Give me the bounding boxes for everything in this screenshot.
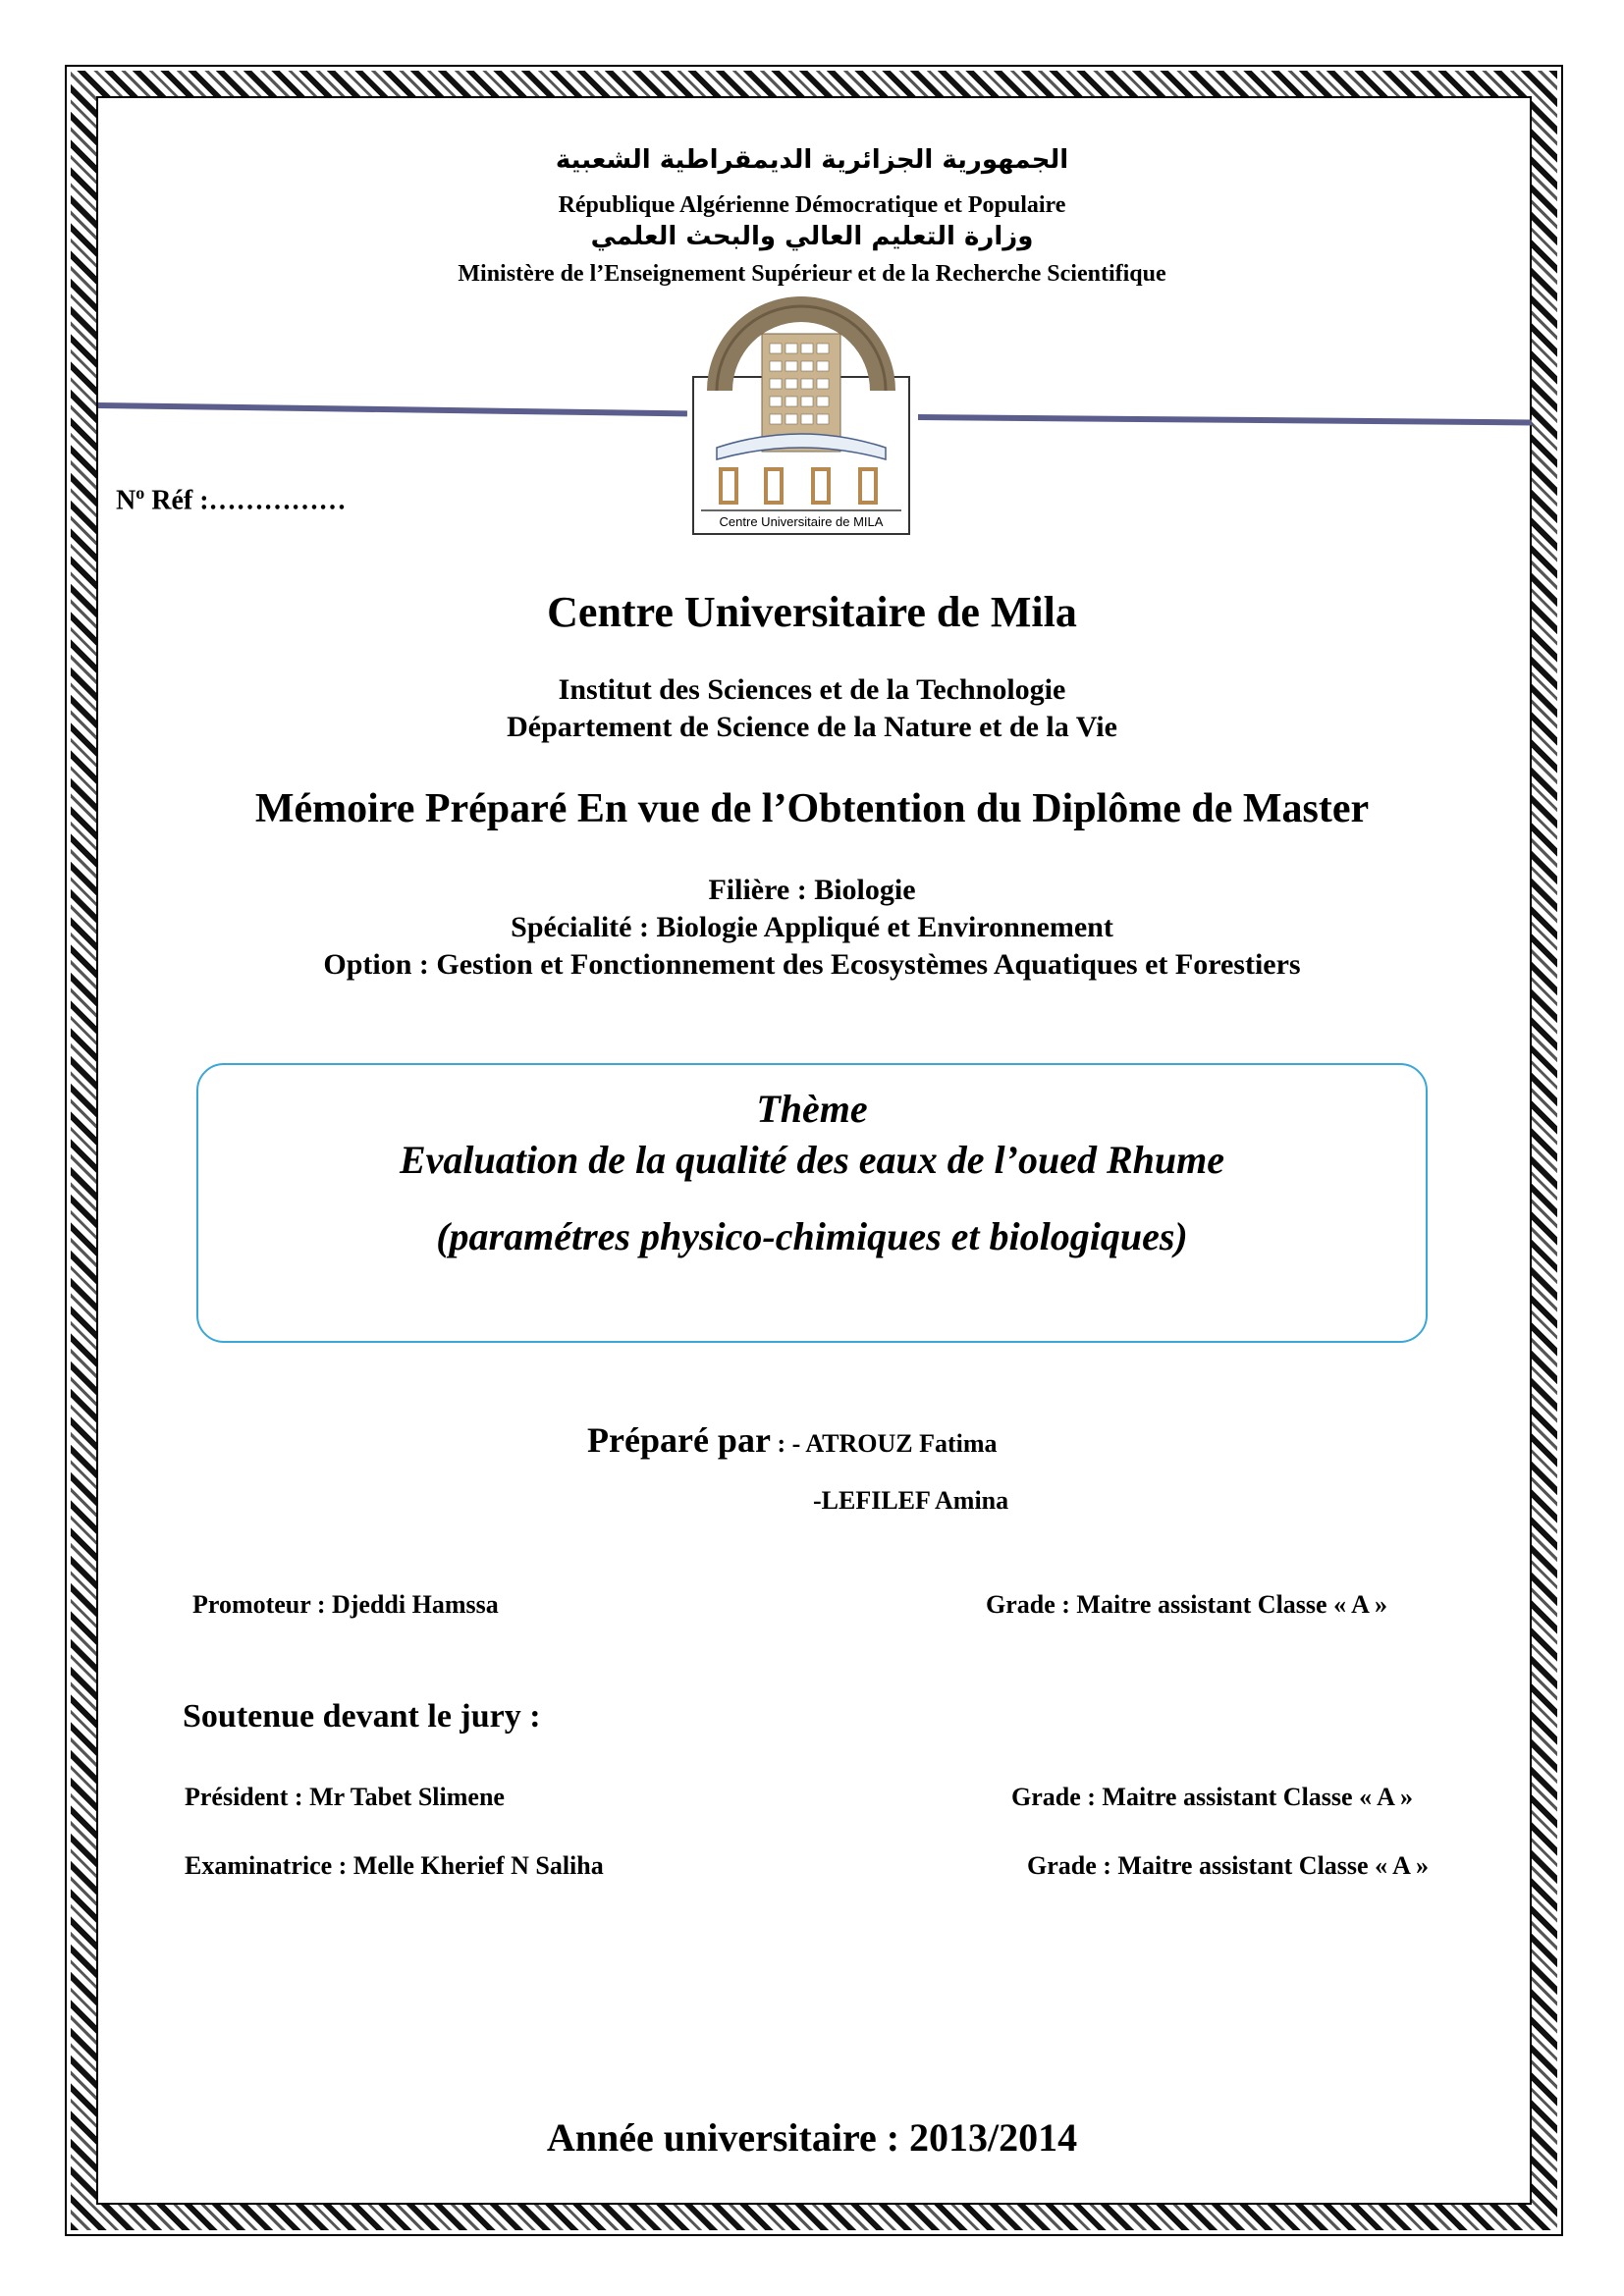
university-logo-graphic xyxy=(687,283,915,536)
reference-number xyxy=(116,483,347,516)
logo-caption: Centre Universitaire de MILA xyxy=(719,514,884,529)
jury-examinatrice-grade: Grade : Maitre assistant Classe « A » xyxy=(1027,1851,1429,1880)
ref-superscript: o xyxy=(135,483,145,503)
filiere: Filière : Biologie xyxy=(708,874,916,906)
ministry-french: Ministère de l’Enseignement Supérieur et de la Recherche Scientifique xyxy=(458,261,1166,287)
memoire-title: Mémoire Préparé En vue de l’Obtention du Diplôme de Master xyxy=(254,786,1370,831)
academic-year: Année universitaire : 2013/2014 xyxy=(546,2115,1078,2160)
prepared-by-label: Préparé par xyxy=(587,1420,771,1460)
ministry-arabic: وزارة التعليم العالي والبحث العلمي xyxy=(590,222,1034,251)
prepared-by-sep: : - xyxy=(770,1429,806,1458)
theme-title-line2: (paramétres physico-chimiques et biologiques) xyxy=(436,1214,1188,1258)
prepared-by-line xyxy=(587,1419,998,1461)
promoteur: Promoteur : Djeddi Hamssa xyxy=(192,1590,499,1619)
author-1: ATROUZ Fatima xyxy=(805,1429,998,1458)
university-logo xyxy=(687,283,915,536)
ref-label: N xyxy=(116,485,136,516)
institution-name: Centre Universitaire de Mila xyxy=(547,588,1077,636)
republic-arabic: الجمهورية الجزائرية الديمقراطية الشعبية xyxy=(555,145,1069,175)
option: Option : Gestion et Fonctionnement des Ecosystèmes Aquatiques et Forestiers xyxy=(323,948,1301,981)
department-name: Département de Science de la Nature et de la Vie xyxy=(507,711,1117,743)
jury-examinatrice: Examinatrice : Melle Kherief N Saliha xyxy=(185,1851,604,1880)
author-2: -LEFILEF Amina xyxy=(813,1486,1009,1515)
republic-french: République Algérienne Démocratique et Populaire xyxy=(558,192,1066,218)
specialite: Spécialité : Biologie Appliqué et Environnement xyxy=(511,911,1113,943)
promoteur-grade: Grade : Maitre assistant Classe « A » xyxy=(986,1590,1387,1619)
jury-heading: Soutenue devant le jury : xyxy=(183,1698,541,1735)
jury-president: Président : Mr Tabet Slimene xyxy=(185,1783,505,1811)
theme-label: Thème xyxy=(756,1087,868,1131)
institute-name: Institut des Sciences et de la Technologie xyxy=(558,673,1066,706)
ref-text: Réf :…………… xyxy=(144,485,347,516)
jury-president-grade: Grade : Maitre assistant Classe « A » xyxy=(1011,1783,1413,1811)
theme-title-line1: Evaluation de la qualité des eaux de l’oued Rhume xyxy=(399,1138,1225,1182)
